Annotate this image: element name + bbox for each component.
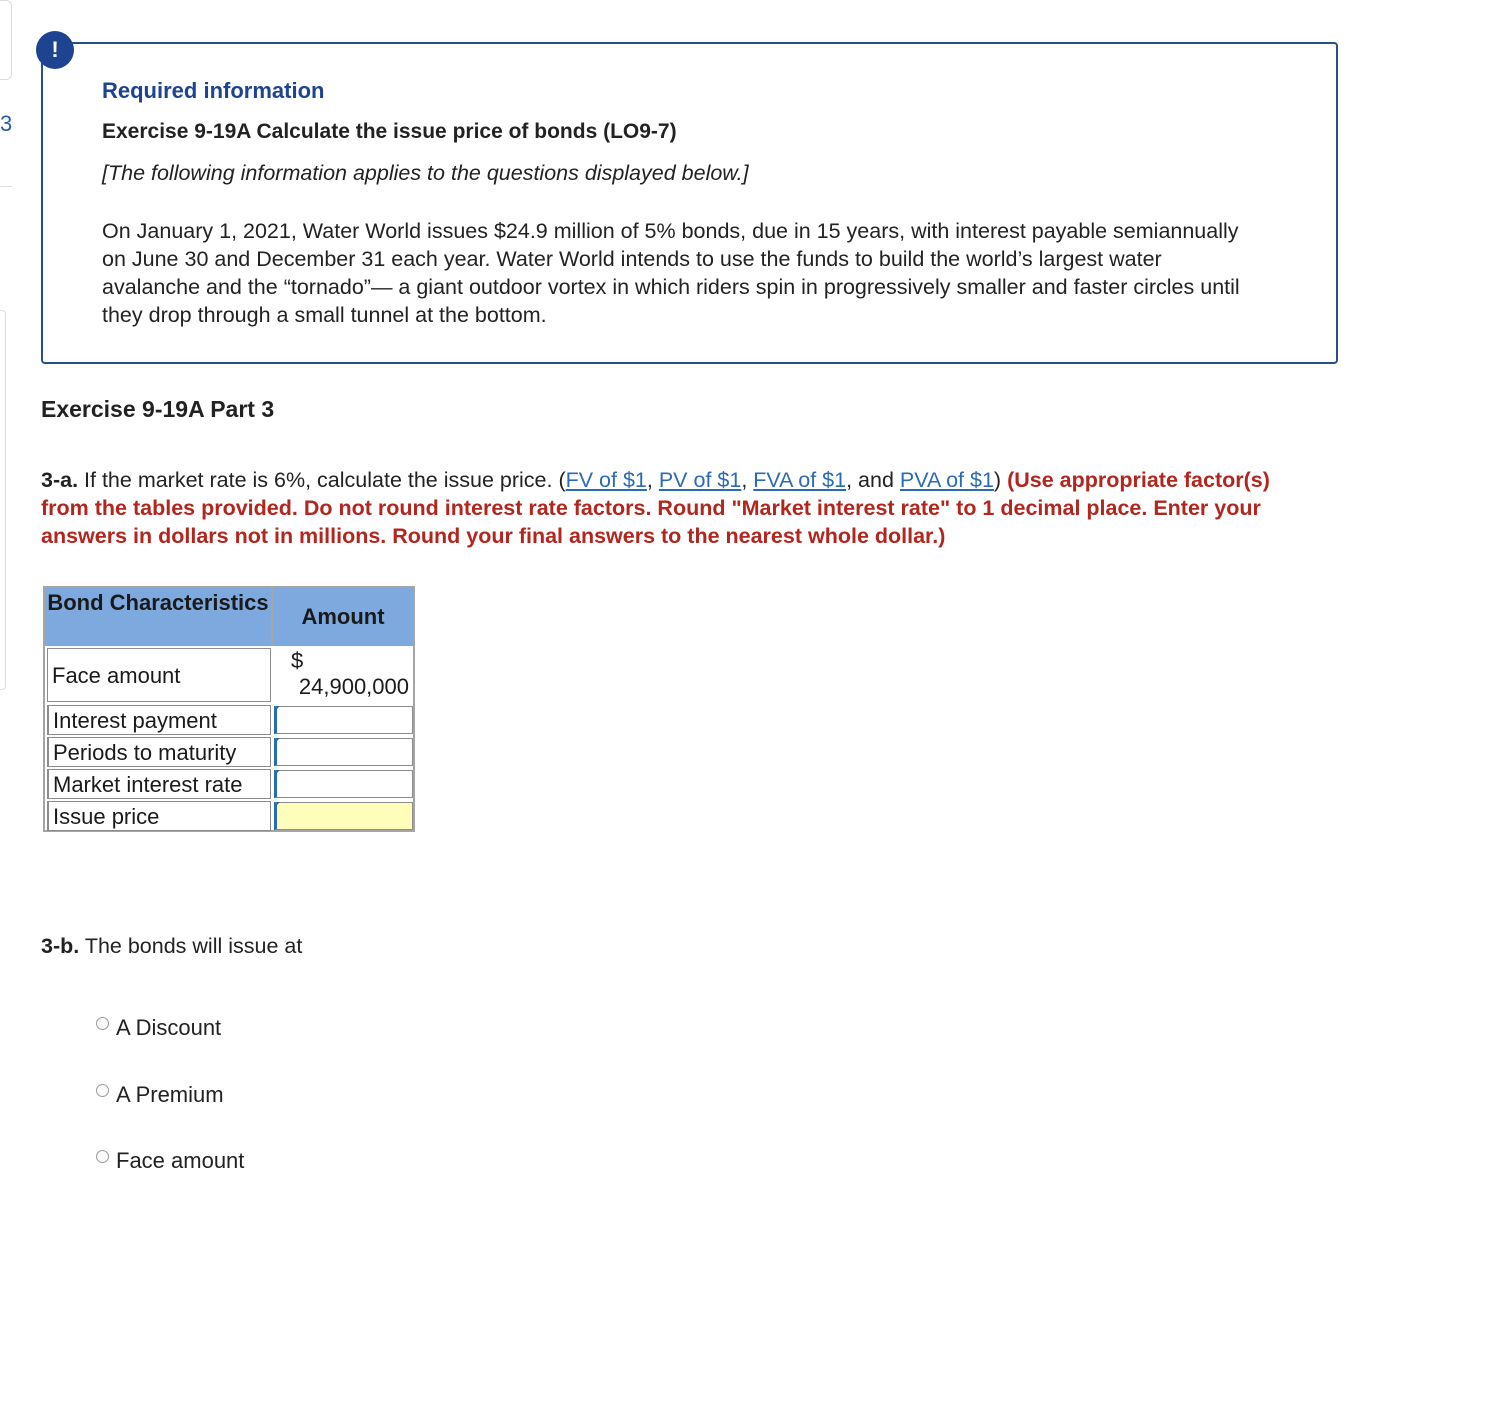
option-label: A Discount xyxy=(116,1015,222,1040)
header-bond-characteristics: Bond Characteristics xyxy=(45,588,273,646)
input-marker-icon xyxy=(276,738,280,742)
link-close: ) xyxy=(993,468,1008,492)
row-label-market-interest-rate: Market interest rate xyxy=(47,769,271,799)
question-3b-text: The bonds will issue at xyxy=(79,934,303,958)
market-interest-rate-input-cell[interactable] xyxy=(274,770,413,798)
edge-divider xyxy=(0,186,12,187)
question-number[interactable]: 3 xyxy=(0,111,13,136)
info-note: [The following information applies to the questions displayed below.] xyxy=(102,161,749,185)
input-marker-icon xyxy=(276,706,280,710)
face-amount-value: 24,900,000 xyxy=(298,674,409,699)
edge-card xyxy=(0,0,12,80)
row-label-interest-payment: Interest payment xyxy=(47,705,271,735)
row-label-issue-price: Issue price xyxy=(47,801,271,831)
exercise-title: Exercise 9-19A Calculate the issue price of bonds (LO9-7) xyxy=(102,120,677,143)
link-separator: , xyxy=(741,468,754,492)
alert-icon: ! xyxy=(36,31,74,69)
instruction-text: (Use appropriate factor(s) from the tables provided. Do not round interest rate factors. Round "Market interest rate" to 1 decimal place. Enter your answers in dollars not in millions. Round your final answers to the nearest whole dollar.) xyxy=(41,468,1270,548)
question-3a xyxy=(41,466,1321,550)
row-label-periods-to-maturity: Periods to maturity xyxy=(47,737,271,767)
interest-payment-input-cell[interactable] xyxy=(274,706,413,734)
radio-icon[interactable] xyxy=(96,1084,109,1097)
face-amount-value-cell xyxy=(273,646,413,704)
fva-table-link[interactable]: FVA of $1 xyxy=(753,468,847,492)
link-separator: , and xyxy=(846,468,900,492)
option-label: Face amount xyxy=(116,1148,245,1173)
question-3b-number: 3-b. xyxy=(41,934,80,958)
header-amount: Amount xyxy=(273,588,413,646)
required-info-title: Required information xyxy=(102,78,325,103)
option-face-amount[interactable] xyxy=(96,1148,244,1174)
pv-table-link[interactable]: PV of $1 xyxy=(658,468,742,492)
question-3a-number: 3-a. xyxy=(41,468,79,492)
issue-price-input-cell[interactable] xyxy=(274,802,413,830)
part-title: Exercise 9-19A Part 3 xyxy=(41,396,275,422)
question-3a-text: If the market rate is 6%, calculate the issue price. ( xyxy=(78,468,566,492)
bond-characteristics-table xyxy=(43,586,415,832)
currency-symbol: $ xyxy=(291,648,304,673)
periods-to-maturity-input[interactable] xyxy=(277,739,412,765)
radio-icon[interactable] xyxy=(96,1017,109,1030)
input-marker-icon xyxy=(276,802,280,806)
input-marker-icon xyxy=(276,770,280,774)
scenario-text: On January 1, 2021, Water World issues $24.9 million of 5% bonds, due in 15 years, with interest payable semiannually on June 30 and December 31 each year. Water World intends to use the funds to build the world’s largest water avalanche and the “tornado”— a giant outdoor vortex in which riders spin in progressively smaller and faster circles until they drop through a small tunnel at the bottom. xyxy=(102,219,1240,327)
fv-table-link[interactable]: FV of $1 xyxy=(565,468,647,492)
periods-to-maturity-input-cell[interactable] xyxy=(274,738,413,766)
market-interest-rate-input[interactable] xyxy=(277,771,412,797)
row-label-face-amount: Face amount xyxy=(47,648,271,702)
pva-table-link[interactable]: PVA of $1 xyxy=(899,468,994,492)
issue-price-input[interactable] xyxy=(277,803,412,829)
option-discount[interactable] xyxy=(96,1015,221,1041)
interest-payment-input[interactable] xyxy=(277,707,412,733)
left-edge-panel xyxy=(0,0,14,690)
edge-card-lower xyxy=(0,310,6,690)
option-premium[interactable] xyxy=(96,1082,224,1108)
option-label: A Premium xyxy=(116,1082,224,1107)
question-3b xyxy=(41,934,302,959)
radio-icon[interactable] xyxy=(96,1150,109,1163)
link-separator: , xyxy=(646,468,659,492)
